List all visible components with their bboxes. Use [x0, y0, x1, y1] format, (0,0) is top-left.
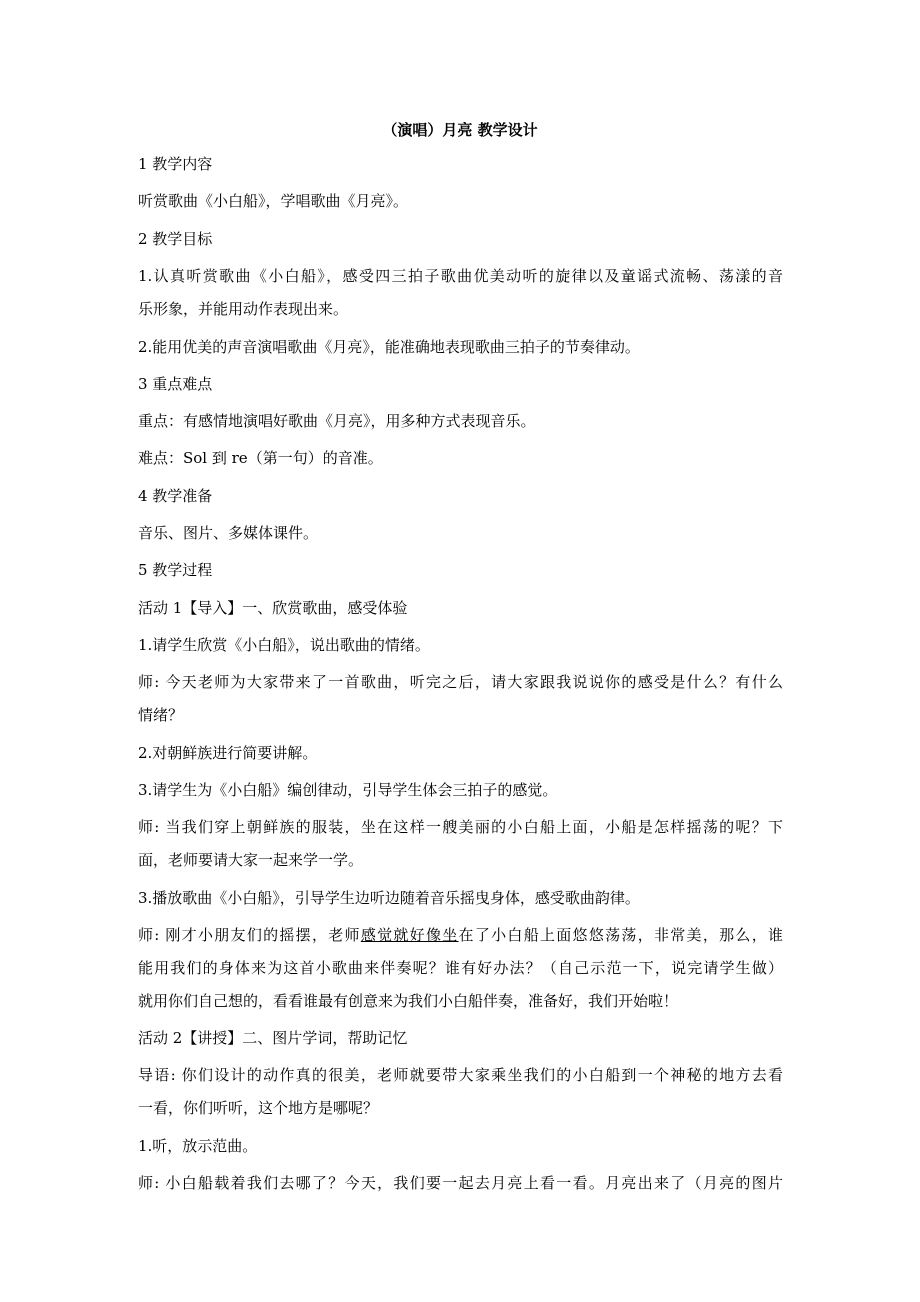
- teacher-3-underlined-text: 感觉就好像坐: [360, 926, 459, 944]
- paragraph-goal-2: 2.能用优美的声音演唱歌曲《月亮》，能准确地表现歌曲三拍子的节奏律动。: [138, 338, 640, 356]
- teacher-3-text-end: 在了小白船上面悠悠荡荡，非常美，那么，谁: [458, 926, 783, 944]
- paragraph-teacher-2-line-2: 面，老师要请大家一起来学一学。: [138, 851, 364, 869]
- paragraph-key-point: 重点：有感情地演唱好歌曲《月亮》，用多种方式表现音乐。: [138, 412, 536, 430]
- paragraph-step-1: 1.请学生欣赏《小白船》，说出歌曲的情绪。: [138, 636, 430, 654]
- paragraph-teacher-2-line-1: 师: 当我们穿上朝鲜族的服装，坐在这样一艘美丽的小白船上面，小船是怎样摇荡的呢？下: [138, 818, 783, 836]
- section-heading-goals: 2 教学目标: [138, 230, 213, 248]
- section-heading-content: 1 教学内容: [138, 155, 213, 173]
- paragraph-goal-1-line-1: 1.认真听赏歌曲《小白船》，感受四三拍子歌曲优美动听的旋律以及童谣式流畅、荡漾的音: [138, 267, 783, 285]
- activity-1-heading: 活动 1【导入】一、欣赏歌曲，感受体验: [138, 599, 408, 617]
- document-title: （演唱）月亮 教学设计: [382, 121, 538, 139]
- paragraph-listen: 1.听，放示范曲。: [138, 1137, 258, 1155]
- paragraph-teacher-4-line-1: 师: 小白船载着我们去哪了？今天，我们要一起去月亮上看一看。月亮出来了（月亮的图片: [138, 1174, 783, 1192]
- paragraph-step-2: 2.对朝鲜族进行简要讲解。: [138, 744, 318, 762]
- paragraph-difficult-point: 难点：Sol 到 re（第一句）的音准。: [138, 449, 383, 467]
- paragraph-step-3: 3.请学生为《小白船》编创律动，引导学生体会三拍子的感觉。: [138, 781, 558, 799]
- paragraph-goal-1-line-2: 乐形象，并能用动作表现出来。: [138, 300, 349, 318]
- paragraph-preparation: 音乐、图片、多媒体课件。: [138, 524, 319, 542]
- paragraph-intro-line-2: 一看，你们听听，这个地方是哪呢？: [138, 1099, 379, 1117]
- paragraph-teacher-3-line-2: 能用我们的身体来为这首小歌曲来伴奏呢？谁有好办法？（自己示范一下，说完请学生做）: [138, 959, 783, 977]
- paragraph-teacher-1-line-1: 师: 今天老师为大家带来了一首歌曲，听完之后，请大家跟我说说你的感受是什么？有什么: [138, 673, 783, 691]
- section-heading-preparation: 4 教学准备: [138, 487, 213, 505]
- paragraph-teacher-1-line-2: 情绪？: [138, 706, 184, 724]
- activity-2-heading: 活动 2【讲授】二、图片学词，帮助记忆: [138, 1029, 408, 1047]
- paragraph-teacher-3-line-1: [138, 923, 783, 947]
- section-heading-process: 5 教学过程: [138, 561, 213, 579]
- paragraph-intro-line-1: 导语: 你们设计的动作真的很美，老师就要带大家乘坐我们的小白船到一个神秘的地方去看: [138, 1066, 783, 1084]
- section-heading-key-points: 3 重点难点: [138, 375, 213, 393]
- paragraph-step-3b: 3.播放歌曲《小白船》，引导学生边听边随着音乐摇曳身体，感受歌曲韵律。: [138, 889, 640, 907]
- teacher-3-text-start: 师: 刚才小朋友们的摇摆，老师: [138, 926, 361, 944]
- paragraph-teacher-3-line-3: 就用你们自己想的，看看谁最有创意来为我们小白船伴奏，准备好，我们开始啦！: [138, 992, 679, 1010]
- paragraph-content: 听赏歌曲《小白船》，学唱歌曲《月亮》。: [138, 192, 409, 210]
